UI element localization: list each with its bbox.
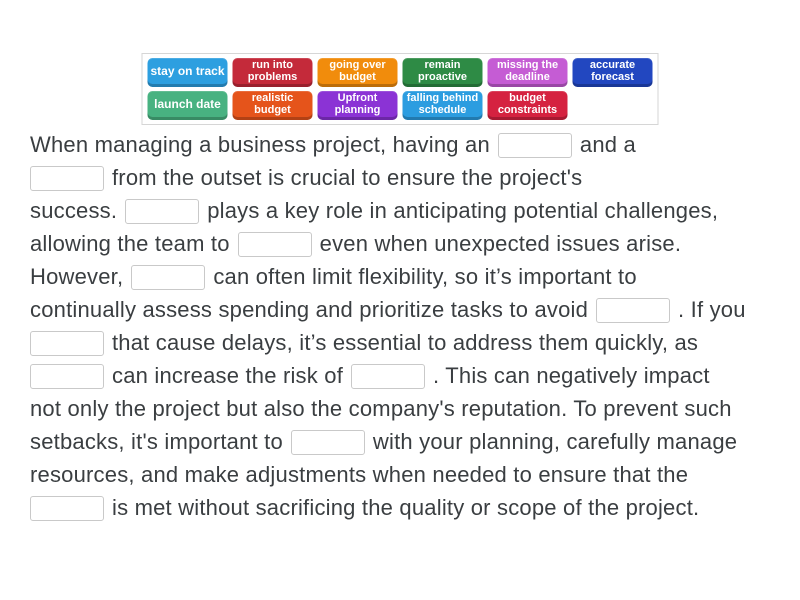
passage-line-7 [30,326,792,359]
word-tile-upfront-planning[interactable]: Upfront planning [318,91,398,120]
word-tile-accurate-forecast[interactable]: accurate forecast [573,58,653,87]
blank-slot-10[interactable] [291,430,365,455]
word-tile-falling-behind-schedule[interactable]: falling behind schedule [403,91,483,120]
passage-text: is met without sacrificing the quality or scope of the project. [112,495,700,520]
word-tile-budget-constraints[interactable]: budget constraints [488,91,568,120]
word-tile-realistic-budget[interactable]: realistic budget [233,91,313,120]
word-tile-missing-the-deadline[interactable]: missing the deadline [488,58,568,87]
passage-line-6 [30,293,792,326]
blank-slot-7[interactable] [30,331,104,356]
passage-text: However, [30,264,124,289]
passage-text: with your planning, carefully manage [372,429,738,454]
blank-slot-6[interactable] [596,298,670,323]
passage-line-4 [30,227,792,260]
passage-text: can often limit flexibility, so it’s important to [213,264,637,289]
passage-text: . If you [678,297,746,322]
passage [30,128,792,524]
blank-slot-8[interactable] [30,364,104,389]
passage-text: allowing the team to [30,231,230,256]
passage-line-10 [30,425,792,458]
passage-text: that cause delays, it’s essential to address them quickly, as [112,330,699,355]
word-bank [142,53,659,125]
passage-line-1 [30,128,792,161]
word-bank-row-1 [148,58,653,87]
passage-text: not only the project but also the company's reputation. To prevent such [30,396,732,421]
word-tile-remain-proactive[interactable]: remain proactive [403,58,483,87]
blank-slot-1[interactable] [498,133,572,158]
passage-text: setbacks, it's important to [30,429,283,454]
passage-text: and a [579,132,636,157]
passage-text: When managing a business project, having an [30,132,490,157]
passage-text: can increase the risk of [112,363,344,388]
passage-text: success. [30,198,118,223]
word-bank-row-2 [148,91,653,120]
blank-slot-2[interactable] [30,166,104,191]
passage-text: plays a key role in anticipating potential challenges, [207,198,719,223]
passage-line-11 [30,458,792,491]
blank-slot-9[interactable] [351,364,425,389]
passage-text: from the outset is crucial to ensure the project's [112,165,583,190]
passage-text: even when unexpected issues arise. [319,231,682,256]
passage-line-12 [30,491,792,524]
passage-line-9 [30,392,792,425]
passage-line-2 [30,161,792,194]
word-tile-stay-on-track[interactable]: stay on track [148,58,228,87]
blank-slot-11[interactable] [30,496,104,521]
blank-slot-3[interactable] [125,199,199,224]
passage-text: resources, and make adjustments when needed to ensure that the [30,462,689,487]
passage-line-8 [30,359,792,392]
passage-line-3 [30,194,792,227]
word-tile-going-over-budget[interactable]: going over budget [318,58,398,87]
passage-text: . This can negatively impact [433,363,710,388]
word-tile-launch-date[interactable]: launch date [148,91,228,120]
blank-slot-5[interactable] [131,265,205,290]
passage-line-5 [30,260,792,293]
word-tile-run-into-problems[interactable]: run into problems [233,58,313,87]
blank-slot-4[interactable] [238,232,312,257]
passage-text: continually assess spending and prioritize tasks to avoid [30,297,589,322]
